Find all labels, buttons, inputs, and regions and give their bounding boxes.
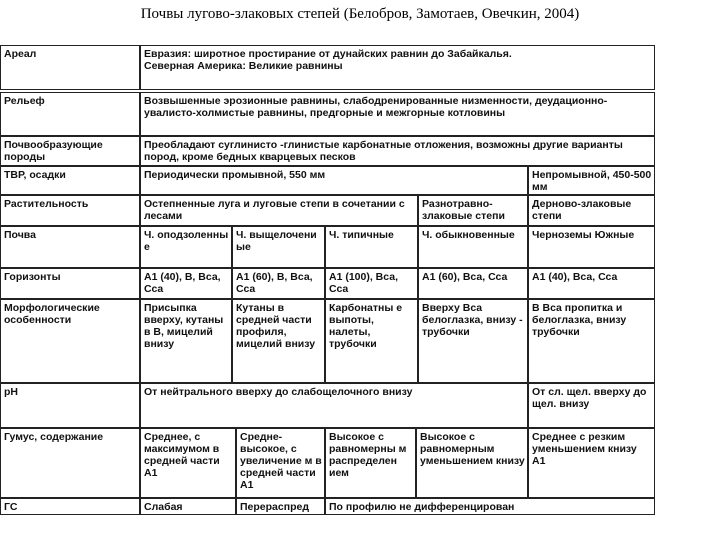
soil-col1: Ч. оподзоленны е [140,226,232,268]
areal-value: Евразия: широтное простирание от дунайских равнин до Забайкалья. Северная Америка: Великие равнины [140,45,655,90]
row-label-tvr: ТВР, осадки [0,166,140,195]
horizons-col1: А1 (40), В, Вса, Сса [140,268,232,299]
morphology-col3: Карбонатны е выпоты, налеты, трубочки [325,299,418,383]
morphology-col2: Кутаны в средней части профиля, мицелий внизу [232,299,325,383]
humus-col2: Средне-высокое, с увеличение м в средней части А1 [236,428,325,498]
page-title: Почвы лугово-злаковых степей (Белобров, Замотаев, Овечкин, 2004) [140,6,580,22]
row-label-areal: Ареал [0,45,140,90]
ph-main: От нейтрального вверху до слабощелочного внизу [140,383,528,428]
morphology-col4: Вверху Вса белоглазка, внизу - трубочки [418,299,528,383]
row-label-humus: Гумус, содержание [0,428,140,498]
row-label-relief: Рельеф [0,92,140,136]
horizons-col4: А1 (60), Вса, Сса [418,268,528,299]
gs-col3: По профилю не дифференцирован [325,498,655,515]
soil-col5: Черноземы Южные [528,226,655,268]
tvr-side: Непромывной, 450-500 мм [528,166,655,195]
row-label-soil: Почва [0,226,140,268]
gs-col1: Слабая [140,498,236,515]
vegetation-col2: Разнотравно-злаковые степи [418,195,528,226]
relief-value: Возвышенные эрозионные равнины, слабодренированные низменности, деудационно-увалисто-холмистые равнины, предгорные и межгорные котловины [140,92,655,136]
row-label-morphology: Морфологические особенности [0,299,140,383]
humus-col5: Среднее с резким уменьшением книзу А1 [528,428,655,498]
ph-side: От сл. щел. вверху до щел. внизу [528,383,655,428]
vegetation-col1: Остепненные луга и луговые степи в сочетании с лесами [140,195,418,226]
vegetation-col3: Дерново-злаковые степи [528,195,655,226]
row-label-ph: pH [0,383,140,428]
morphology-col5: В Вса пропитка и белоглазка, внизу трубочки [528,299,655,383]
horizons-col2: А1 (60), В, Вса, Сса [232,268,325,299]
gs-col2: Перераспред [236,498,325,515]
humus-col4: Высокое с равномерным уменьшением книзу [416,428,528,498]
tvr-main: Периодически промывной, 550 мм [140,166,528,195]
soil-col4: Ч. обыкновенные [418,226,528,268]
humus-col3: Высокое с равномерны м распределен ием [325,428,416,498]
morphology-col1: Присыпка вверху, кутаны в В, мицелий внизу [140,299,232,383]
horizons-col5: А1 (40), Вса, Сса [528,268,655,299]
soil-col3: Ч. типичные [325,226,418,268]
horizons-col3: А1 (100), Вса, Сса [325,268,418,299]
row-label-parent-rocks: Почвообразующие породы [0,136,140,166]
row-label-vegetation: Растительность [0,195,140,226]
soil-col2: Ч. выщелочени ые [232,226,325,268]
parent-rocks-value: Преобладают суглинисто -глинистые карбонатные отложения, возможны другие варианты пород, кроме бедных кварцевых песков [140,136,655,166]
row-label-horizons: Горизонты [0,268,140,299]
humus-col1: Среднее, с максимумом в средней части А1 [140,428,236,498]
row-label-gs: ГС [0,498,140,515]
